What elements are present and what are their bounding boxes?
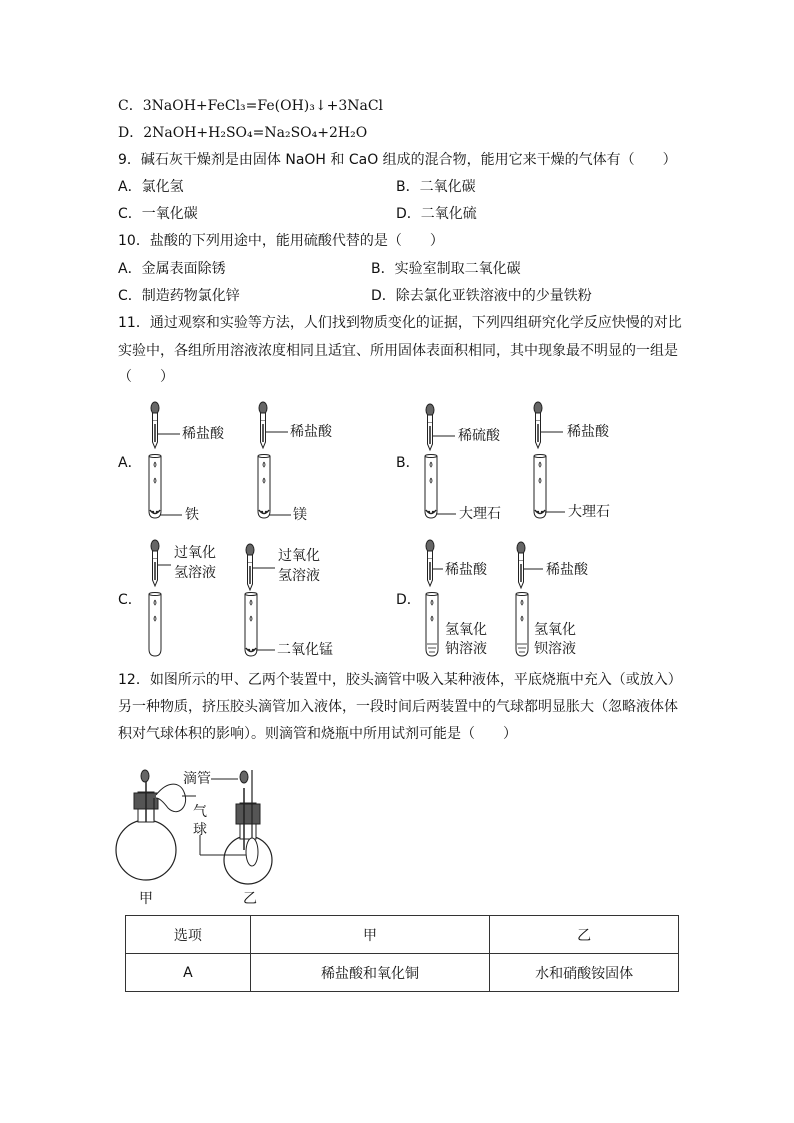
label: 氢氧化 [534,622,576,638]
table-cell: 稀盐酸和氧化铜 [250,954,490,992]
label: 稀硫酸 [458,428,500,444]
label: 铁 [185,507,199,523]
label: 钡溶液 [534,641,576,657]
label: 氢溶液 [278,568,320,584]
question-10: 10．盐酸的下列用途中，能用硫酸代替的是（ ） [118,233,444,249]
option-8c: C．3NaOH+FeCl₃=Fe(OH)₃↓+3NaCl [118,98,384,114]
label: 二氧化锰 [277,642,333,658]
option-10c: C．制造药物氯化锌 [118,288,240,304]
apparatus-jia-label: 甲 [139,891,153,907]
table-cell: A [126,954,251,992]
question-11-line2: 实验中，各组所用溶液浓度相同且适宜、所用固体表面积相同，其中现象最不明显的一组是 [118,343,678,359]
question-12-line1: 12．如图所示的甲、乙两个装置中，胶头滴管中吸入某种液体，平底烧瓶中充入（或放入） [118,672,682,688]
question-9: 9．碱石灰干燥剂是由固体 NaOH 和 CaO 组成的混合物，能用它来干燥的气体有（ ） [118,152,677,168]
dropper-label: 滴管 [183,771,211,787]
option-10b: B．实验室制取二氧化碳 [371,261,521,277]
balloon-label-2: 球 [193,822,207,838]
label: 大理石 [568,504,610,520]
label: 氢溶液 [174,565,216,581]
label: 稀盐酸 [182,426,224,442]
label: 过氧化 [278,548,320,564]
label: 过氧化 [174,545,216,561]
label: 稀盐酸 [290,424,332,440]
option-9b: B．二氧化碳 [396,179,476,195]
option-10a: A．金属表面除锈 [118,261,226,277]
option-8d: D．2NaOH+H₂SO₄=Na₂SO₄+2H₂O [118,125,368,141]
options-table [125,915,679,992]
table-row [126,954,679,992]
table-header-row [126,916,679,954]
label: 稀盐酸 [445,562,487,578]
label: 氢氧化 [445,622,487,638]
group-d-letter: D． [396,592,421,608]
option-9d: D．二氧化硫 [396,206,477,222]
label: 稀盐酸 [546,562,588,578]
label: 钠溶液 [445,641,487,657]
apparatus-yi-label: 乙 [243,891,257,907]
table-header-cell: 乙 [490,916,679,954]
group-c-letter: C． [118,592,142,608]
group-b-letter: B． [396,455,420,471]
question-11-line3: （ ） [118,369,174,385]
option-9c: C．一氧化碳 [118,206,198,222]
option-9a: A．氯化氢 [118,179,184,195]
question-12-line2: 另一种物质，挤压胶头滴管加入液体，一段时间后两装置中的气球都明显胀大（忽略液体体 [118,699,678,715]
group-a-letter: A． [118,455,142,471]
table-cell: 水和硝酸铵固体 [490,954,679,992]
balloon-label-1: 气 [193,804,207,820]
question-11-line1: 11．通过观察和实验等方法，人们找到物质变化的证据，下列四组研究化学反应快慢的对比 [118,315,682,331]
label: 大理石 [459,506,501,522]
question-12-line3: 积对气球体积的影响）。则滴管和烧瓶中所用试剂可能是（ ） [118,726,517,742]
table-header-cell: 甲 [250,916,490,954]
option-10d: D．除去氯化亚铁溶液中的少量铁粉 [371,288,592,304]
table-header-cell: 选项 [126,916,251,954]
label: 镁 [293,507,307,523]
label: 稀盐酸 [567,424,609,440]
